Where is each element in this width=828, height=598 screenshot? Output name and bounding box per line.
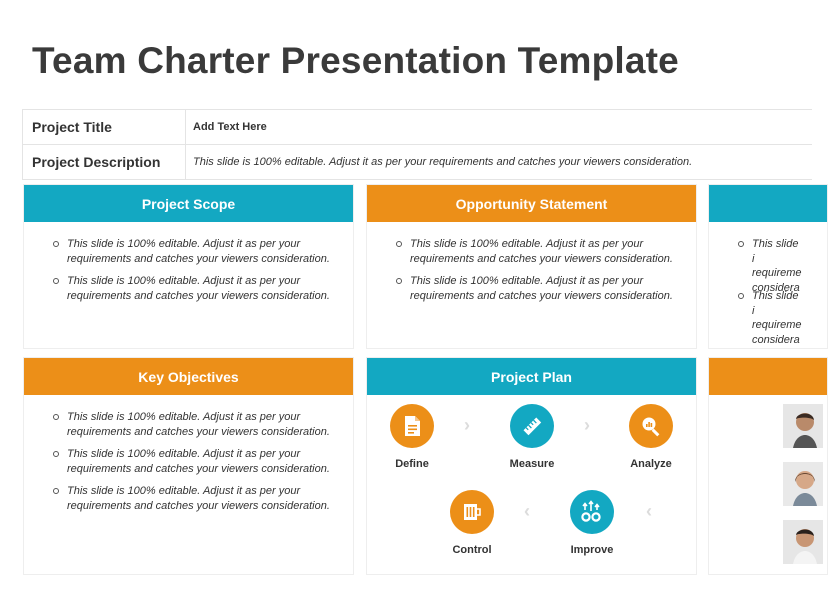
step-label: Control	[452, 544, 492, 556]
opportunity-statement-card	[366, 184, 697, 349]
project-title-row	[22, 110, 812, 145]
project-scope-header: Project Scope	[24, 185, 353, 222]
project-info-table	[22, 109, 812, 180]
project-description-value[interactable]: This slide is 100% editable. Adjust it as per your requirements and catches your viewers consideration.	[193, 156, 693, 168]
right-top-card	[708, 184, 828, 349]
list-item: This slide is 100% editable. Adjust it as per your requirements and catches your viewers consideration.	[52, 484, 333, 513]
page-title: Team Charter Presentation Template	[32, 40, 679, 81]
list-item: This slide is 100% editable. Adjust it as per your requirements and catches your viewers consideration.	[52, 410, 333, 439]
key-objectives-card	[23, 357, 354, 575]
list-item: This slide is 100% editable. Adjust it as per your requirements and catches your viewers consideration.	[52, 447, 333, 476]
list-item: This slide i requireme considera	[737, 237, 801, 281]
ruler-pencil-icon	[510, 404, 554, 448]
list-item: This slide is 100% editable. Adjust it as per your requirements and catches your viewers consideration.	[395, 274, 676, 303]
key-objectives-header: Key Objectives	[24, 358, 353, 395]
chevron-left-icon: ‹	[524, 501, 530, 521]
project-plan-card	[366, 357, 697, 575]
step-analyze	[611, 404, 691, 470]
step-label: Analyze	[630, 458, 672, 470]
avatar	[783, 462, 823, 506]
chevron-right-icon: ›	[584, 415, 590, 435]
project-scope-card	[23, 184, 354, 349]
project-scope-list	[24, 222, 353, 303]
project-description-label: Project Description	[23, 145, 186, 179]
avatar	[783, 520, 823, 564]
document-icon	[390, 404, 434, 448]
project-title-value[interactable]: Add Text Here	[193, 121, 267, 133]
list-item: This slide is 100% editable. Adjust it as per your requirements and catches your viewers consideration.	[52, 274, 333, 303]
step-measure	[492, 404, 572, 470]
step-control	[432, 490, 512, 556]
team-card	[708, 357, 828, 575]
list-item: This slide is 100% editable. Adjust it as per your requirements and catches your viewers consideration.	[52, 237, 333, 266]
chevron-right-icon: ›	[464, 415, 470, 435]
step-label: Measure	[509, 458, 555, 470]
project-description-row	[22, 145, 812, 180]
step-label: Improve	[570, 544, 614, 556]
magnifier-chart-icon	[629, 404, 673, 448]
chevron-left-icon: ‹	[646, 501, 652, 521]
step-label: Define	[395, 458, 429, 470]
avatar	[783, 404, 823, 448]
right-top-list	[709, 222, 802, 346]
list-item: This slide i requireme considera	[737, 289, 801, 333]
project-title-label: Project Title	[23, 110, 186, 144]
opportunity-statement-header: Opportunity Statement	[367, 185, 696, 222]
step-improve	[552, 490, 632, 556]
step-define	[372, 404, 452, 470]
key-objectives-list	[24, 395, 353, 513]
team-header	[709, 358, 827, 395]
gears-arrows-icon	[570, 490, 614, 534]
opportunity-statement-list	[367, 222, 696, 303]
list-item: This slide is 100% editable. Adjust it as per your requirements and catches your viewers consideration.	[395, 237, 676, 266]
control-panel-icon	[450, 490, 494, 534]
right-top-header	[709, 185, 827, 222]
project-plan-header: Project Plan	[367, 358, 696, 395]
